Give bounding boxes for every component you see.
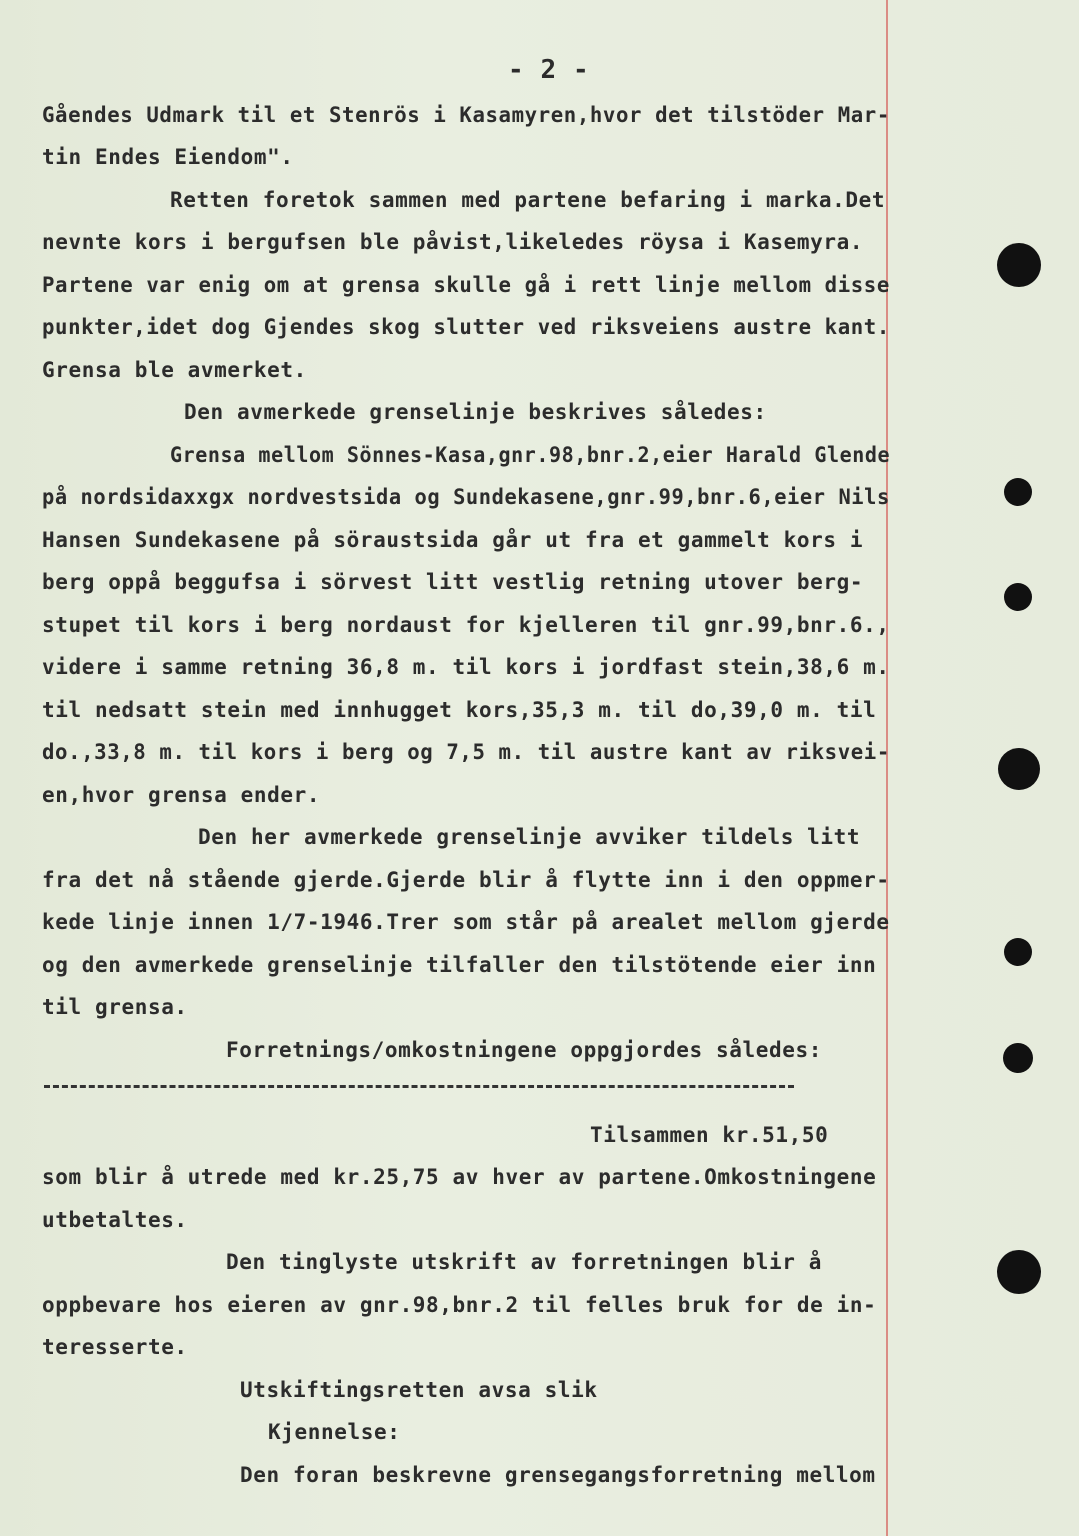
punch-hole <box>1003 1043 1033 1073</box>
text-line: på nordsidaxxgx nordvestsida og Sundekasene,gnr.99,bnr.6,eier Nils <box>42 485 890 509</box>
text-line: Den her avmerkede grenselinje avviker tildels litt <box>198 825 861 849</box>
punch-hole <box>998 748 1040 790</box>
text-line: en,hvor grensa ender. <box>42 783 321 807</box>
text-line: Forretnings/omkostningene oppgjordes således: <box>226 1038 822 1062</box>
text-line: do.,33,8 m. til kors i berg og 7,5 m. til austre kant av riksvei- <box>42 740 890 764</box>
red-margin-line <box>886 0 888 1536</box>
text-line: fra det nå stående gjerde.Gjerde blir å flytte inn i den oppmer- <box>42 868 890 892</box>
text-line: teresserte. <box>42 1335 188 1359</box>
dashed-separator <box>44 1085 794 1088</box>
text-line: oppbevare hos eieren av gnr.98,bnr.2 til felles bruk for de in- <box>42 1293 877 1317</box>
page-number: - 2 - <box>508 55 590 85</box>
text-line: Grensa ble avmerket. <box>42 358 307 382</box>
text-line: som blir å utrede med kr.25,75 av hver av partene.Omkostningene <box>42 1165 877 1189</box>
text-line: utbetaltes. <box>42 1208 188 1232</box>
text-line: Utskiftingsretten avsa slik <box>240 1378 598 1402</box>
text-line: Partene var enig om at grensa skulle gå i rett linje mellom disse <box>42 273 890 297</box>
punch-hole <box>1004 938 1032 966</box>
text-line: punkter,idet dog Gjendes skog slutter ved riksveiens austre kant. <box>42 315 890 339</box>
punch-hole <box>1004 478 1032 506</box>
text-line: Den foran beskrevne grensegangsforretning mellom <box>240 1463 876 1487</box>
text-line: til nedsatt stein med innhugget kors,35,3 m. til do,39,0 m. til <box>42 698 877 722</box>
text-line: kede linje innen 1/7-1946.Trer som står på arealet mellom gjerde <box>42 910 890 934</box>
punch-hole <box>997 1250 1041 1294</box>
text-line: Retten foretok sammen med partene befaring i marka.Det <box>170 188 886 212</box>
text-line: Grensa mellom Sönnes-Kasa,gnr.98,bnr.2,eier Harald Glende <box>170 443 891 467</box>
text-line: stupet til kors i berg nordaust for kjelleren til gnr.99,bnr.6., <box>42 613 890 637</box>
text-line: Gåendes Udmark til et Stenrös i Kasamyren,hvor det tilstöder Mar- <box>42 103 890 127</box>
punch-hole <box>1004 583 1032 611</box>
text-line: Den tinglyste utskrift av forretningen blir å <box>226 1250 822 1274</box>
text-line: Hansen Sundekasene på söraustsida går ut fra et gammelt kors i <box>42 528 864 552</box>
text-line: til grensa. <box>42 995 188 1019</box>
punch-hole <box>997 243 1041 287</box>
text-line: Den avmerkede grenselinje beskrives således: <box>184 400 767 424</box>
total-line: Tilsammen kr.51,50 <box>590 1123 829 1147</box>
text-line: berg oppå beggufsa i sörvest litt vestlig retning utover berg- <box>42 570 864 594</box>
text-line: og den avmerkede grenselinje tilfaller den tilstötende eier inn <box>42 953 877 977</box>
heading-kjennelse: Kjennelse: <box>268 1420 401 1444</box>
text-line: videre i samme retning 36,8 m. til kors i jordfast stein,38,6 m. <box>42 655 890 679</box>
text-line: nevnte kors i bergufsen ble påvist,likeledes röysa i Kasemyra. <box>42 230 864 254</box>
text-line: tin Endes Eiendom". <box>42 145 294 169</box>
